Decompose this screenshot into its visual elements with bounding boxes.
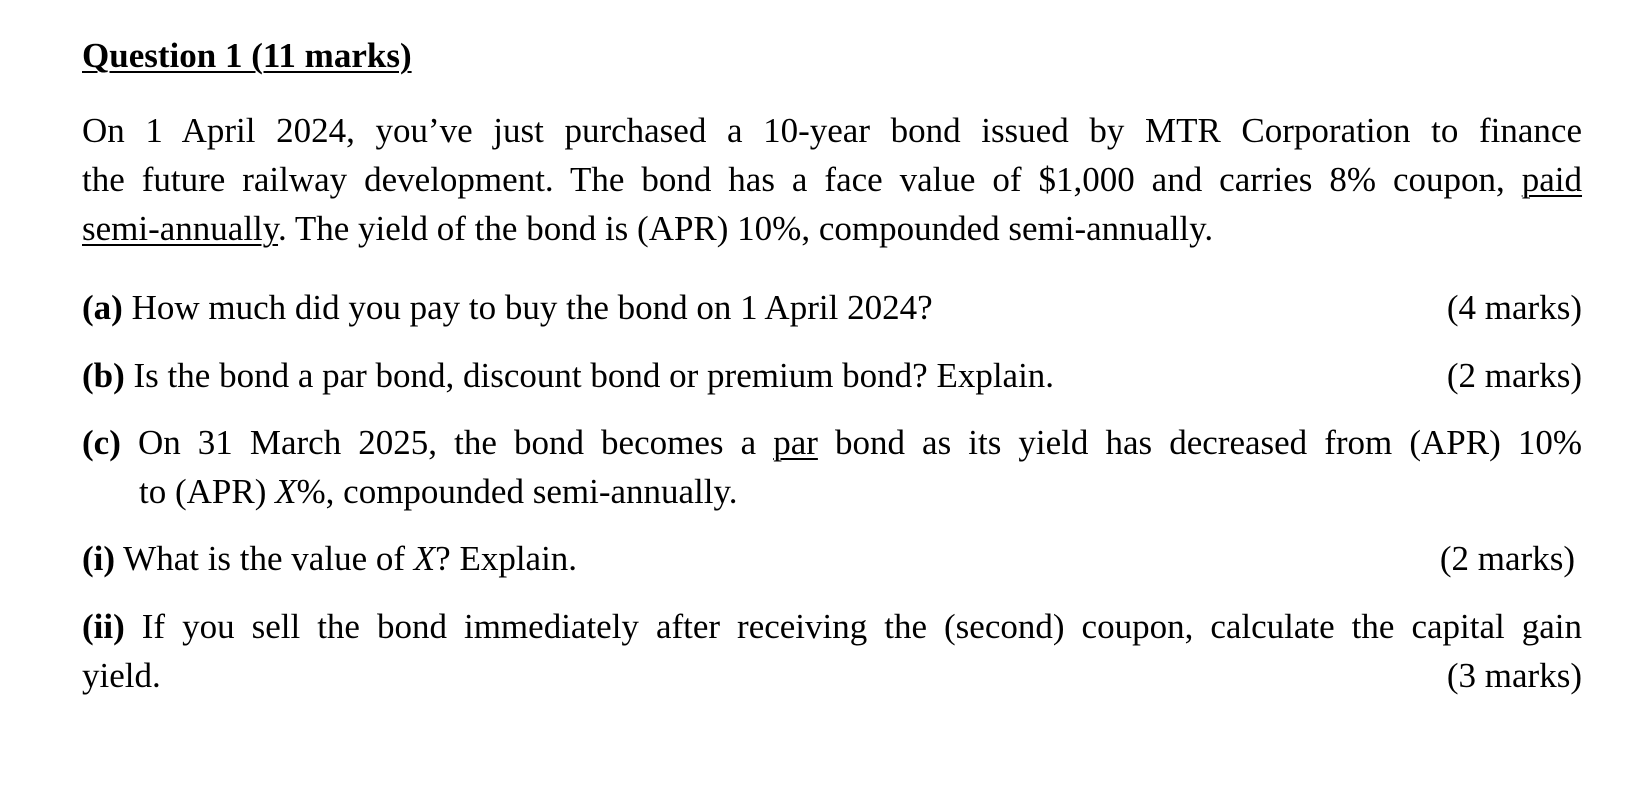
- part-ii: [82, 602, 1582, 700]
- part-c-line-2: [82, 467, 1582, 516]
- part-i-text-a: What is the value of: [115, 539, 414, 578]
- intro-line-3: [82, 204, 1582, 253]
- question-intro: [82, 106, 1582, 253]
- part-b-text: Is the bond a par bond, discount bond or premium bond? Explain.: [124, 356, 1055, 395]
- part-c-line-1: [82, 418, 1582, 467]
- intro-line-2-text: the future railway development. The bond has a face value of $1,000 and carries 8% coupon,: [82, 160, 1505, 199]
- part-b-marks: (2 marks): [1446, 356, 1582, 395]
- intro-line-1: On 1 April 2024, you’ve just purchased a 10-year bond issued by MTR Corporation to finance: [82, 111, 1582, 150]
- part-i-label: (i): [82, 539, 116, 578]
- part-i-text-b: ? Explain.: [435, 539, 578, 578]
- part-i-marks: (2 marks): [1439, 539, 1575, 578]
- part-c-label: (c): [82, 423, 121, 462]
- part-c-text-b: bond as its yield has decreased from (APR) 10%: [817, 423, 1582, 462]
- question-heading: Question 1 (11 marks): [82, 36, 412, 75]
- part-ii-text: If you sell the bond immediately after receiving the (second) coupon, calculate the capital gain: [124, 607, 1582, 646]
- part-c-line-2-a: to (APR): [139, 472, 276, 511]
- part-c: [82, 418, 1582, 516]
- part-a-text: How much did you pay to buy the bond on 1 April 2024?: [122, 288, 933, 327]
- part-ii-marks: (3 marks): [1446, 656, 1582, 695]
- intro-line-2: [82, 155, 1582, 204]
- part-ii-label: (ii): [82, 607, 125, 646]
- intro-underlined-semi-annually: semi-annually: [82, 209, 279, 248]
- part-c-text-a: On 31 March 2025, the bond becomes a: [120, 423, 774, 462]
- part-b-label: (b): [82, 356, 125, 395]
- part-a-marks: (4 marks): [1446, 288, 1582, 327]
- part-c-underlined-par: par: [773, 423, 818, 462]
- part-i-variable-x: X: [413, 539, 436, 578]
- part-ii-line-1: [82, 602, 1582, 651]
- part-ii-line-2-text: yield.: [82, 656, 161, 695]
- part-i: [82, 534, 1575, 583]
- part-a-label: (a): [82, 288, 123, 327]
- part-c-line-2-b: %, compounded semi-annually.: [296, 472, 738, 511]
- intro-line-3-text: . The yield of the bond is (APR) 10%, compounded semi-annually.: [278, 209, 1214, 248]
- part-b: [82, 351, 1582, 400]
- part-a: [82, 283, 1582, 332]
- part-ii-line-2: [82, 651, 1582, 700]
- part-c-variable-x: X: [275, 472, 297, 511]
- intro-underlined-paid: paid: [1521, 160, 1583, 199]
